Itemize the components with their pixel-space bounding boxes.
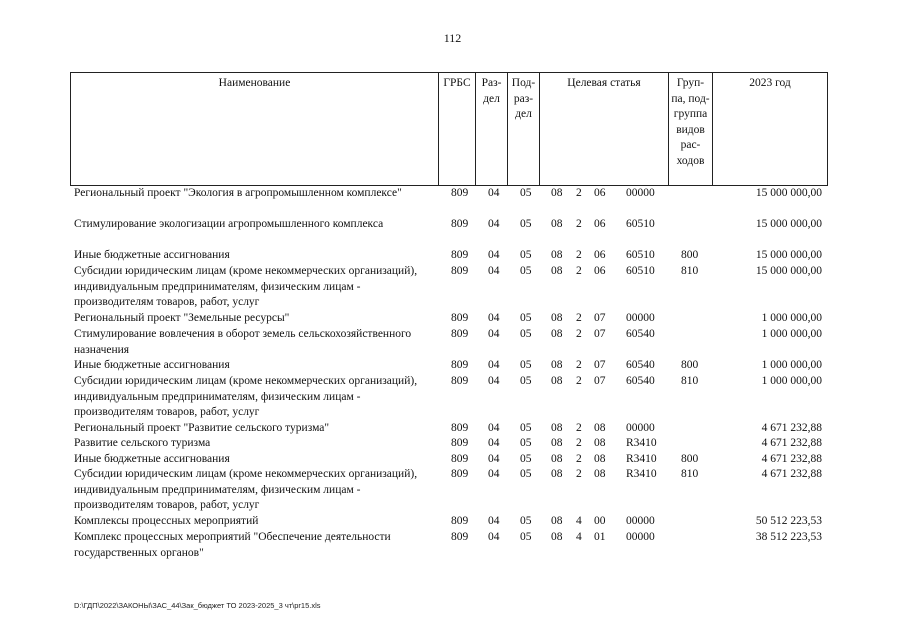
row-amount-2023: 15 000 000,00 (755, 218, 822, 230)
row-target-direction: 00000 (626, 531, 655, 543)
row-target-program: 08 (551, 375, 563, 387)
row-target-direction: R3410 (626, 437, 657, 449)
row-target-program: 08 (551, 265, 563, 277)
row-target-subprogram: 06 (594, 187, 606, 199)
row-target-subprogram: 06 (594, 218, 606, 230)
row-target-direction: R3410 (626, 468, 657, 480)
row-amount-2023: 15 000 000,00 (755, 265, 822, 277)
row-name: Комплекс процессных мероприятий "Обеспечение деятельности государственных органов" (74, 531, 391, 559)
row-target-direction: R3410 (626, 453, 657, 465)
header-name: Наименование (70, 73, 438, 185)
row-name: Стимулирование вовлечения в оборот земель сельскохозяйственного назначения (74, 328, 412, 356)
row-razdel: 04 (488, 468, 500, 480)
row-target-type: 2 (576, 437, 582, 449)
row-grbs: 809 (451, 422, 469, 434)
row-target-type: 2 (576, 312, 582, 324)
row-target-subprogram: 07 (594, 375, 606, 387)
row-target-subprogram: 08 (594, 422, 606, 434)
row-target-program: 08 (551, 515, 563, 527)
row-expense-group: 800 (681, 453, 699, 465)
row-grbs: 809 (451, 187, 469, 199)
row-amount-2023: 4 671 232,88 (761, 468, 822, 480)
row-grbs: 809 (451, 375, 469, 387)
header-grbs: ГРБС (438, 73, 475, 185)
row-name: Субсидии юридическим лицам (кроме некоммерческих организаций), индивидуальным предпринимателям, физическим лицам - производителям товаров, работ, услуг (74, 265, 418, 309)
row-amount-2023: 38 512 223,53 (755, 531, 822, 543)
row-podrazdel: 05 (520, 265, 532, 277)
row-target-program: 08 (551, 328, 563, 340)
row-podrazdel: 05 (520, 515, 532, 527)
row-amount-2023: 1 000 000,00 (761, 359, 822, 371)
row-podrazdel: 05 (520, 312, 532, 324)
row-target-subprogram: 08 (594, 453, 606, 465)
row-name: Развитие сельского туризма (74, 437, 211, 449)
row-target-type: 4 (576, 515, 582, 527)
page-number: 112 (443, 31, 462, 45)
row-target-direction: 00000 (626, 422, 655, 434)
header-celevaya-statya: Целевая статья (539, 73, 668, 185)
row-podrazdel: 05 (520, 422, 532, 434)
row-razdel: 04 (488, 515, 500, 527)
row-amount-2023: 15 000 000,00 (755, 249, 822, 261)
row-target-type: 4 (576, 531, 582, 543)
row-target-subprogram: 07 (594, 328, 606, 340)
row-target-type: 2 (576, 265, 582, 277)
row-target-direction: 60510 (626, 249, 655, 261)
row-razdel: 04 (488, 312, 500, 324)
row-razdel: 04 (488, 218, 500, 230)
row-target-subprogram: 07 (594, 312, 606, 324)
row-target-direction: 60510 (626, 218, 655, 230)
row-grbs: 809 (451, 249, 469, 261)
row-target-program: 08 (551, 359, 563, 371)
row-name: Региональный проект "Развитие сельского туризма" (74, 422, 330, 434)
row-grbs: 809 (451, 531, 469, 543)
row-target-type: 2 (576, 422, 582, 434)
row-amount-2023: 50 512 223,53 (755, 515, 822, 527)
row-grbs: 809 (451, 312, 469, 324)
row-name: Субсидии юридическим лицам (кроме некоммерческих организаций), индивидуальным предпринимателям, физическим лицам - производителям товаров, работ, услуг (74, 468, 418, 512)
row-target-type: 2 (576, 328, 582, 340)
row-grbs: 809 (451, 359, 469, 371)
row-target-subprogram: 01 (594, 531, 606, 543)
row-target-direction: 00000 (626, 187, 655, 199)
row-razdel: 04 (488, 375, 500, 387)
row-target-program: 08 (551, 218, 563, 230)
row-podrazdel: 05 (520, 187, 532, 199)
row-target-direction: 60510 (626, 265, 655, 277)
row-podrazdel: 05 (520, 359, 532, 371)
row-amount-2023: 4 671 232,88 (761, 453, 822, 465)
row-grbs: 809 (451, 328, 469, 340)
row-amount-2023: 1 000 000,00 (761, 328, 822, 340)
row-podrazdel: 05 (520, 218, 532, 230)
row-razdel: 04 (488, 453, 500, 465)
header-podrazdel: Под- раз- дел (507, 73, 539, 185)
row-name: Субсидии юридическим лицам (кроме некоммерческих организаций), индивидуальным предпринимателям, физическим лицам - производителям товаров, работ, услуг (74, 375, 418, 419)
row-razdel: 04 (488, 531, 500, 543)
row-expense-group: 810 (681, 468, 699, 480)
row-grbs: 809 (451, 437, 469, 449)
row-amount-2023: 4 671 232,88 (761, 437, 822, 449)
row-target-subprogram: 07 (594, 359, 606, 371)
row-amount-2023: 4 671 232,88 (761, 422, 822, 434)
row-expense-group: 800 (681, 249, 699, 261)
row-name: Стимулирование экологизации агропромышленного комплекса (74, 218, 384, 230)
row-razdel: 04 (488, 328, 500, 340)
row-podrazdel: 05 (520, 531, 532, 543)
row-target-program: 08 (551, 422, 563, 434)
row-target-program: 08 (551, 187, 563, 199)
row-razdel: 04 (488, 422, 500, 434)
header-gruppa-vidov-rashodov: Груп- па, под- группа видов рас- ходов (668, 73, 712, 185)
row-expense-group: 810 (681, 265, 699, 277)
row-target-subprogram: 08 (594, 437, 606, 449)
row-podrazdel: 05 (520, 249, 532, 261)
row-name: Иные бюджетные ассигнования (74, 249, 230, 261)
row-target-program: 08 (551, 437, 563, 449)
file-path-footer: D:\ГДП\2022\ЗАКОНЫ\ЗАС_44\Зак_бюджет ТО 2023-2025_3 чт\pr15.xls (74, 601, 321, 610)
row-target-program: 08 (551, 312, 563, 324)
header-razdel: Раз- дел (475, 73, 507, 185)
row-podrazdel: 05 (520, 437, 532, 449)
row-target-subprogram: 00 (594, 515, 606, 527)
row-grbs: 809 (451, 515, 469, 527)
row-razdel: 04 (488, 187, 500, 199)
row-podrazdel: 05 (520, 468, 532, 480)
row-target-type: 2 (576, 218, 582, 230)
row-name: Региональный проект "Земельные ресурсы" (74, 312, 290, 324)
row-target-program: 08 (551, 531, 563, 543)
row-expense-group: 810 (681, 375, 699, 387)
row-target-type: 2 (576, 453, 582, 465)
row-target-direction: 00000 (626, 312, 655, 324)
row-grbs: 809 (451, 453, 469, 465)
row-razdel: 04 (488, 249, 500, 261)
row-grbs: 809 (451, 468, 469, 480)
row-grbs: 809 (451, 265, 469, 277)
row-razdel: 04 (488, 265, 500, 277)
row-target-subprogram: 06 (594, 265, 606, 277)
row-target-direction: 60540 (626, 375, 655, 387)
row-target-subprogram: 08 (594, 468, 606, 480)
row-target-program: 08 (551, 468, 563, 480)
row-grbs: 809 (451, 218, 469, 230)
row-podrazdel: 05 (520, 453, 532, 465)
row-name: Региональный проект "Экология в агропромышленном комплексе" (74, 187, 402, 199)
row-target-type: 2 (576, 187, 582, 199)
row-amount-2023: 1 000 000,00 (761, 312, 822, 324)
table-header (70, 72, 828, 186)
row-target-type: 2 (576, 359, 582, 371)
row-name: Иные бюджетные ассигнования (74, 359, 230, 371)
row-name: Иные бюджетные ассигнования (74, 453, 230, 465)
row-target-direction: 60540 (626, 359, 655, 371)
row-amount-2023: 1 000 000,00 (761, 375, 822, 387)
row-target-subprogram: 06 (594, 249, 606, 261)
row-target-direction: 60540 (626, 328, 655, 340)
row-target-direction: 00000 (626, 515, 655, 527)
row-podrazdel: 05 (520, 375, 532, 387)
row-target-type: 2 (576, 468, 582, 480)
row-razdel: 04 (488, 359, 500, 371)
header-year: 2023 год (712, 73, 828, 185)
row-target-type: 2 (576, 375, 582, 387)
row-target-program: 08 (551, 453, 563, 465)
row-name: Комплексы процессных мероприятий (74, 515, 259, 527)
row-amount-2023: 15 000 000,00 (755, 187, 822, 199)
row-razdel: 04 (488, 437, 500, 449)
row-target-type: 2 (576, 249, 582, 261)
row-target-program: 08 (551, 249, 563, 261)
row-podrazdel: 05 (520, 328, 532, 340)
row-expense-group: 800 (681, 359, 699, 371)
